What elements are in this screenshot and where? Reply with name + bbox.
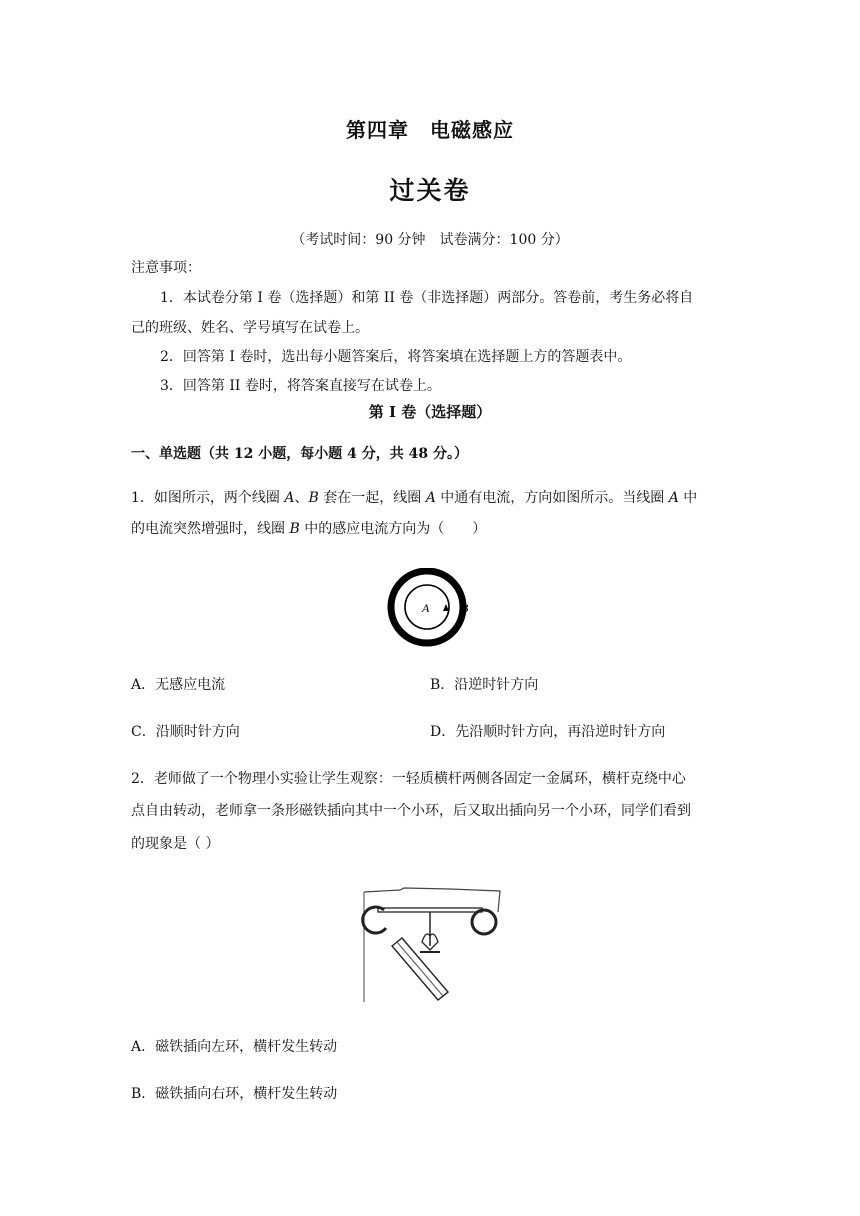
magnet-edge <box>397 942 443 996</box>
q1-option-b: B．沿逆时针方向 <box>430 677 539 693</box>
chapter-title: 第四章 电磁感应 <box>346 118 514 142</box>
notice-item-2: 2．回答第 I 卷时，选出每小题答案后，将答案填在选择题上方的答题表中。 <box>160 349 632 365</box>
coil-a-label: A <box>422 601 430 615</box>
q1-stem-line-1: 1．如图所示，两个线圈 A、B 套在一起，线圈 A 中通有电流，方向如图所示。当线圈 A 中 <box>131 490 698 506</box>
q2-option-a: A．磁铁插向左环，横杆发生转动 <box>131 1039 338 1055</box>
exam-info: （考试时间：90 分钟 试卷满分：100 分） <box>291 232 569 248</box>
paper-title: 过关卷 <box>389 176 471 205</box>
q2-stem-line-2: 点自由转动，老师拿一条形磁铁插向其中一个小环，后又取出插向另一个小环，同学们看到 <box>131 803 691 819</box>
coil-b-label: B <box>461 601 469 615</box>
notice-item-3: 3．回答第 II 卷时，将答案直接写在试卷上。 <box>160 378 441 394</box>
notice-item-1-line-1: 1．本试卷分第 I 卷（选择题）和第 II 卷（非选择题）两部分。答卷前，考生务必将自 <box>160 290 694 306</box>
q1-stem-line-2: 的电流突然增强时，线圈 B 中的感应电流方向为（ ） <box>131 521 487 537</box>
q1-option-c: C．沿顺时针方向 <box>131 724 240 740</box>
section-heading: 一、单选题（共 12 小题，每小题 4 分，共 48 分。） <box>131 446 468 462</box>
q1-option-d: D．先沿顺时针方向，再沿逆时针方向 <box>430 724 666 740</box>
part1-title: 第 I 卷（选择题） <box>368 403 492 421</box>
crossbar <box>378 908 482 912</box>
q1-option-a: A．无感应电流 <box>131 677 226 693</box>
notice-heading: 注意事项： <box>131 260 201 276</box>
coils-figure <box>384 568 484 648</box>
q2-stem-line-1: 2．老师做了一个物理小实验让学生观察：一轻质横杆两侧各固定一金属环，横杆克绕中心 <box>131 771 686 787</box>
q2-option-b: B．磁铁插向右环，横杆发生转动 <box>131 1086 338 1102</box>
notice-item-1-line-2: 己的班级、姓名、学号填写在试卷上。 <box>131 320 369 336</box>
q2-stem-line-3: 的现象是（ ） <box>131 836 220 852</box>
current-arrow-icon <box>443 604 449 611</box>
right-ring <box>472 910 496 934</box>
crossbar-figure <box>360 884 502 1008</box>
